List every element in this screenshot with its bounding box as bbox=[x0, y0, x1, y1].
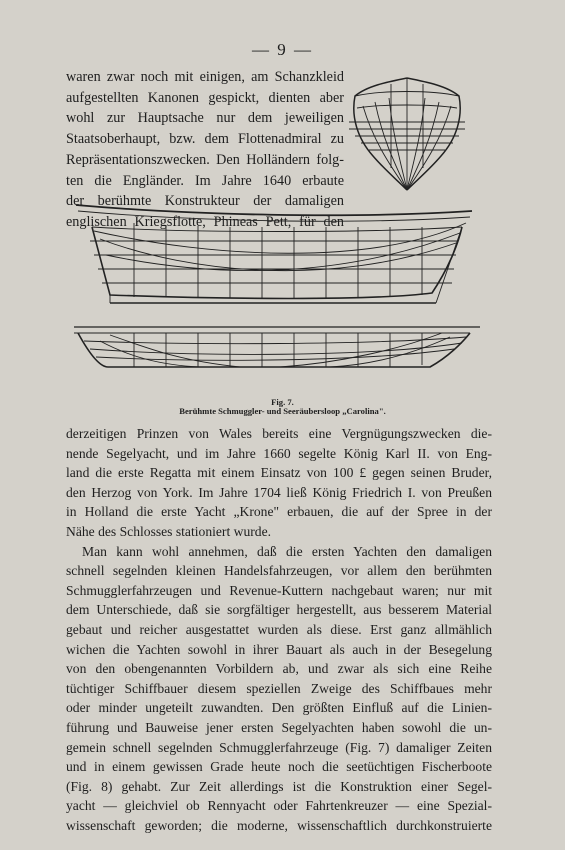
text-line: Nähe des Schlosses stationiert wurde. bbox=[66, 523, 271, 539]
text-line: oder minder ungeteilt zuwandten. Den größten Einfluß auf die Linien- bbox=[66, 700, 492, 716]
text-line: Schmugglerfahrzeugen und Revenue-Kuttern nachgebaut waren; nur mit bbox=[66, 582, 492, 598]
figure-label: Fig. 7. bbox=[271, 397, 294, 407]
text-line: von den obengenannten Vorbildern ab, und zwar als sich eine Reihe bbox=[66, 661, 492, 677]
text-line: yacht — gleichviel ob Rennyacht oder Fahrtenkreuzer — eine Spezial- bbox=[66, 798, 492, 814]
body-text bbox=[66, 424, 492, 835]
text-line: dem Unterschiede, daß sie sorgfältiger hergestellt, aus besserem Material bbox=[66, 602, 492, 618]
hull-body-plan-drawing bbox=[343, 76, 471, 192]
text-line: tüchtiger Schiffbauer diesem speziellen Zweige des Schiffbaues mehr bbox=[66, 680, 492, 696]
text-line: den Herzog von York. Im Jahre 1704 ließ König Friedrich I. von Preußen bbox=[66, 484, 492, 500]
text-line: Repräsentationszwecken. Den Holländern folg- bbox=[66, 151, 344, 168]
hull-lines-plan-drawing bbox=[70, 197, 482, 389]
text-line: wichen die Yachten sowohl in ihrer Bauart als auch in der Besegelung bbox=[66, 641, 492, 657]
text-line: und in einem gewissen Grade heute noch die seetüchtigen Fischerboote bbox=[66, 759, 492, 775]
text-line: führung und Bauweise jener ersten Segelyachten haben sowohl die un- bbox=[66, 719, 492, 735]
text-line: gebaut und reicher ausgestattet wurden als diese. Erst ganz allmählich bbox=[66, 621, 492, 637]
text-line: (Fig. 8) gehabt. Zur Zeit allerdings ist die Konstruktion einer Segel- bbox=[66, 778, 492, 794]
text-line: Staatsoberhaupt, bzw. dem Flottenadmiral zu bbox=[66, 131, 344, 148]
text-line: land die erste Regatta mit einem Einsatz von 100 £ gegen seinen Bruder, bbox=[66, 465, 492, 481]
text-line: wissenschaft geworden; die moderne, wissenschaftlich durchkonstruierte bbox=[66, 817, 492, 833]
text-line: waren zwar noch mit einigen, am Schanzkleid bbox=[66, 69, 344, 85]
text-line: wohl zur Hauptsache nur dem jeweiligen bbox=[66, 110, 344, 127]
text-line: ten die Engländer. Im Jahre 1640 erbaute bbox=[66, 172, 344, 189]
page-number: — 9 — bbox=[252, 40, 313, 59]
figure-caption: Berühmte Schmuggler- und Seeräubersloop „Carolina". bbox=[179, 406, 386, 416]
text-line: aufgestellten Kanonen gespickt, dienten aber bbox=[66, 89, 344, 106]
text-line: Man kann wohl annehmen, daß die ersten Yachten den damaligen bbox=[82, 543, 492, 559]
text-line: gemein schnell segelnden Schmugglerfahrzeuge (Fig. 7) damaliger Zeiten bbox=[66, 739, 492, 755]
text-line: englischen Kriegsflotte, Phineas Pett, für den bbox=[66, 213, 344, 230]
text-line: nende Segelyacht, und im Jahre 1660 segelte König Karl II. von Eng- bbox=[66, 445, 492, 461]
text-line: schnell segelnden kleinen Handelsfahrzeugen, vor allem den berühmten bbox=[66, 563, 492, 579]
text-line: der berühmte Konstrukteur der damaligen bbox=[66, 193, 344, 210]
text-line: derzeitigen Prinzen von Wales bereits eine Vergnügungszwecken die- bbox=[66, 426, 492, 441]
text-line: in Holland die erste Yacht „Krone" erbauen, die auf der Spree in der bbox=[66, 504, 492, 520]
